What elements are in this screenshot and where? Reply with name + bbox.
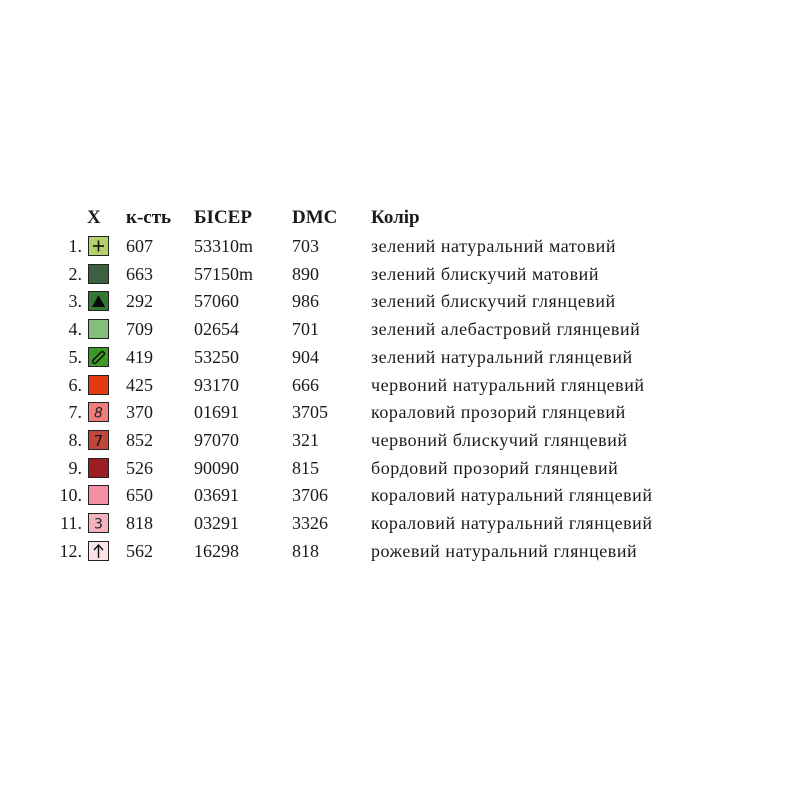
- dmc-code-cell: 818: [292, 540, 319, 561]
- color-name-cell: червоний блискучий глянцевий: [371, 429, 628, 450]
- header-color: Колір: [371, 207, 420, 228]
- legend-row: [0, 234, 800, 261]
- dmc-code-cell: 986: [292, 291, 319, 312]
- legend-row: [0, 483, 800, 510]
- color-swatch: [88, 485, 109, 505]
- quantity-cell: 818: [126, 513, 153, 533]
- bead-code-cell: 53310m: [194, 236, 254, 256]
- triangle-icon: [89, 292, 108, 310]
- dmc-code-cell: 890: [292, 263, 319, 284]
- row-number: 3.: [68, 291, 82, 312]
- legend-row: [0, 317, 800, 344]
- bead-code-cell: 02654: [194, 319, 239, 340]
- svg-text:8: 8: [94, 405, 103, 422]
- bead-code-cell: 03291: [194, 513, 239, 533]
- legend-row: [0, 262, 800, 289]
- row-number: 4.: [68, 319, 82, 340]
- color-swatch: [88, 541, 109, 561]
- color-name-cell: кораловий натуральний глянцевий: [371, 513, 653, 533]
- header-bead: БІСЕР: [194, 207, 252, 228]
- row-number: 5.: [68, 346, 82, 367]
- row-number: 10.: [59, 485, 82, 506]
- legend-row: [0, 456, 800, 483]
- bead-code-cell: 01691: [194, 402, 239, 423]
- dmc-code-cell: 815: [292, 457, 319, 478]
- quantity-cell: 607: [126, 236, 153, 256]
- bead-code-cell: 90090: [194, 457, 239, 478]
- color-swatch: [88, 319, 109, 339]
- quantity-cell: 650: [126, 485, 153, 506]
- digit-7-icon: [89, 431, 108, 449]
- bead-code-cell: 57060: [194, 291, 239, 312]
- row-number: 9.: [68, 457, 82, 478]
- legend-row: [0, 511, 800, 538]
- legend-row: [0, 289, 800, 316]
- quantity-cell: 562: [126, 540, 153, 561]
- row-number: 7.: [68, 402, 82, 423]
- dmc-code-cell: 666: [292, 374, 319, 395]
- legend-row: [0, 400, 800, 427]
- svg-text:7: 7: [93, 431, 104, 449]
- color-swatch: [88, 375, 109, 395]
- bead-code-cell: 57150m: [194, 263, 254, 284]
- bead-code-cell: 03691: [194, 485, 239, 506]
- svg-text:3: 3: [94, 516, 103, 532]
- color-name-cell: рожевий натуральний глянцевий: [371, 540, 638, 561]
- legend-row: [0, 428, 800, 455]
- color-swatch: [88, 264, 109, 284]
- quantity-cell: 526: [126, 457, 153, 478]
- color-swatch: [88, 458, 109, 478]
- arrow-up-icon: [89, 542, 108, 560]
- slash-icon: [89, 348, 108, 366]
- quantity-cell: 852: [126, 429, 153, 450]
- color-name-cell: зелений алебастровий глянцевий: [371, 319, 641, 340]
- color-swatch: [88, 402, 109, 422]
- quantity-cell: 292: [126, 291, 153, 312]
- quantity-cell: 709: [126, 319, 153, 340]
- color-name-cell: кораловий прозорий глянцевий: [371, 402, 626, 423]
- bead-code-cell: 97070: [194, 429, 239, 450]
- color-swatch: [88, 347, 109, 367]
- color-name-cell: червоний натуральний глянцевий: [371, 374, 645, 395]
- row-number: 11.: [60, 513, 82, 533]
- color-name-cell: зелений натуральний матовий: [371, 236, 617, 256]
- dmc-code-cell: 321: [292, 429, 319, 450]
- header-dmc: DMC: [292, 207, 338, 228]
- plus-icon: [89, 237, 108, 255]
- dmc-code-cell: 3326: [292, 513, 328, 533]
- dmc-code-cell: 3706: [292, 485, 328, 506]
- color-swatch: [88, 430, 109, 450]
- quantity-cell: 425: [126, 374, 153, 395]
- color-swatch: [88, 236, 109, 256]
- color-swatch: [88, 291, 109, 311]
- header-quantity: к-сть: [126, 207, 172, 228]
- dmc-code-cell: 3705: [292, 402, 328, 423]
- quantity-cell: 370: [126, 402, 153, 423]
- digit-3-icon: [89, 514, 108, 532]
- bead-code-cell: 53250: [194, 346, 239, 367]
- header-symbol: Х: [87, 207, 101, 228]
- color-name-cell: зелений блискучий матовий: [371, 263, 600, 284]
- row-number: 6.: [68, 374, 82, 395]
- legend-row: [0, 345, 800, 372]
- bead-code-cell: 93170: [194, 374, 239, 395]
- row-number: 1.: [68, 236, 82, 256]
- color-name-cell: кораловий натуральний глянцевий: [371, 485, 653, 506]
- bead-code-cell: 16298: [194, 540, 239, 561]
- dmc-code-cell: 701: [292, 319, 319, 340]
- row-number: 2.: [68, 263, 82, 284]
- legend-row: [0, 373, 800, 400]
- row-number: 12.: [59, 540, 82, 561]
- legend-row: [0, 539, 800, 566]
- color-name-cell: бордовий прозорий глянцевий: [371, 457, 619, 478]
- quantity-cell: 663: [126, 263, 153, 284]
- color-name-cell: зелений блискучий глянцевий: [371, 291, 616, 312]
- digit-8-icon: [89, 403, 108, 421]
- quantity-cell: 419: [126, 346, 153, 367]
- color-name-cell: зелений натуральний глянцевий: [371, 346, 633, 367]
- dmc-code-cell: 703: [292, 236, 319, 256]
- dmc-code-cell: 904: [292, 346, 319, 367]
- row-number: 8.: [68, 429, 82, 450]
- color-swatch: [88, 513, 109, 533]
